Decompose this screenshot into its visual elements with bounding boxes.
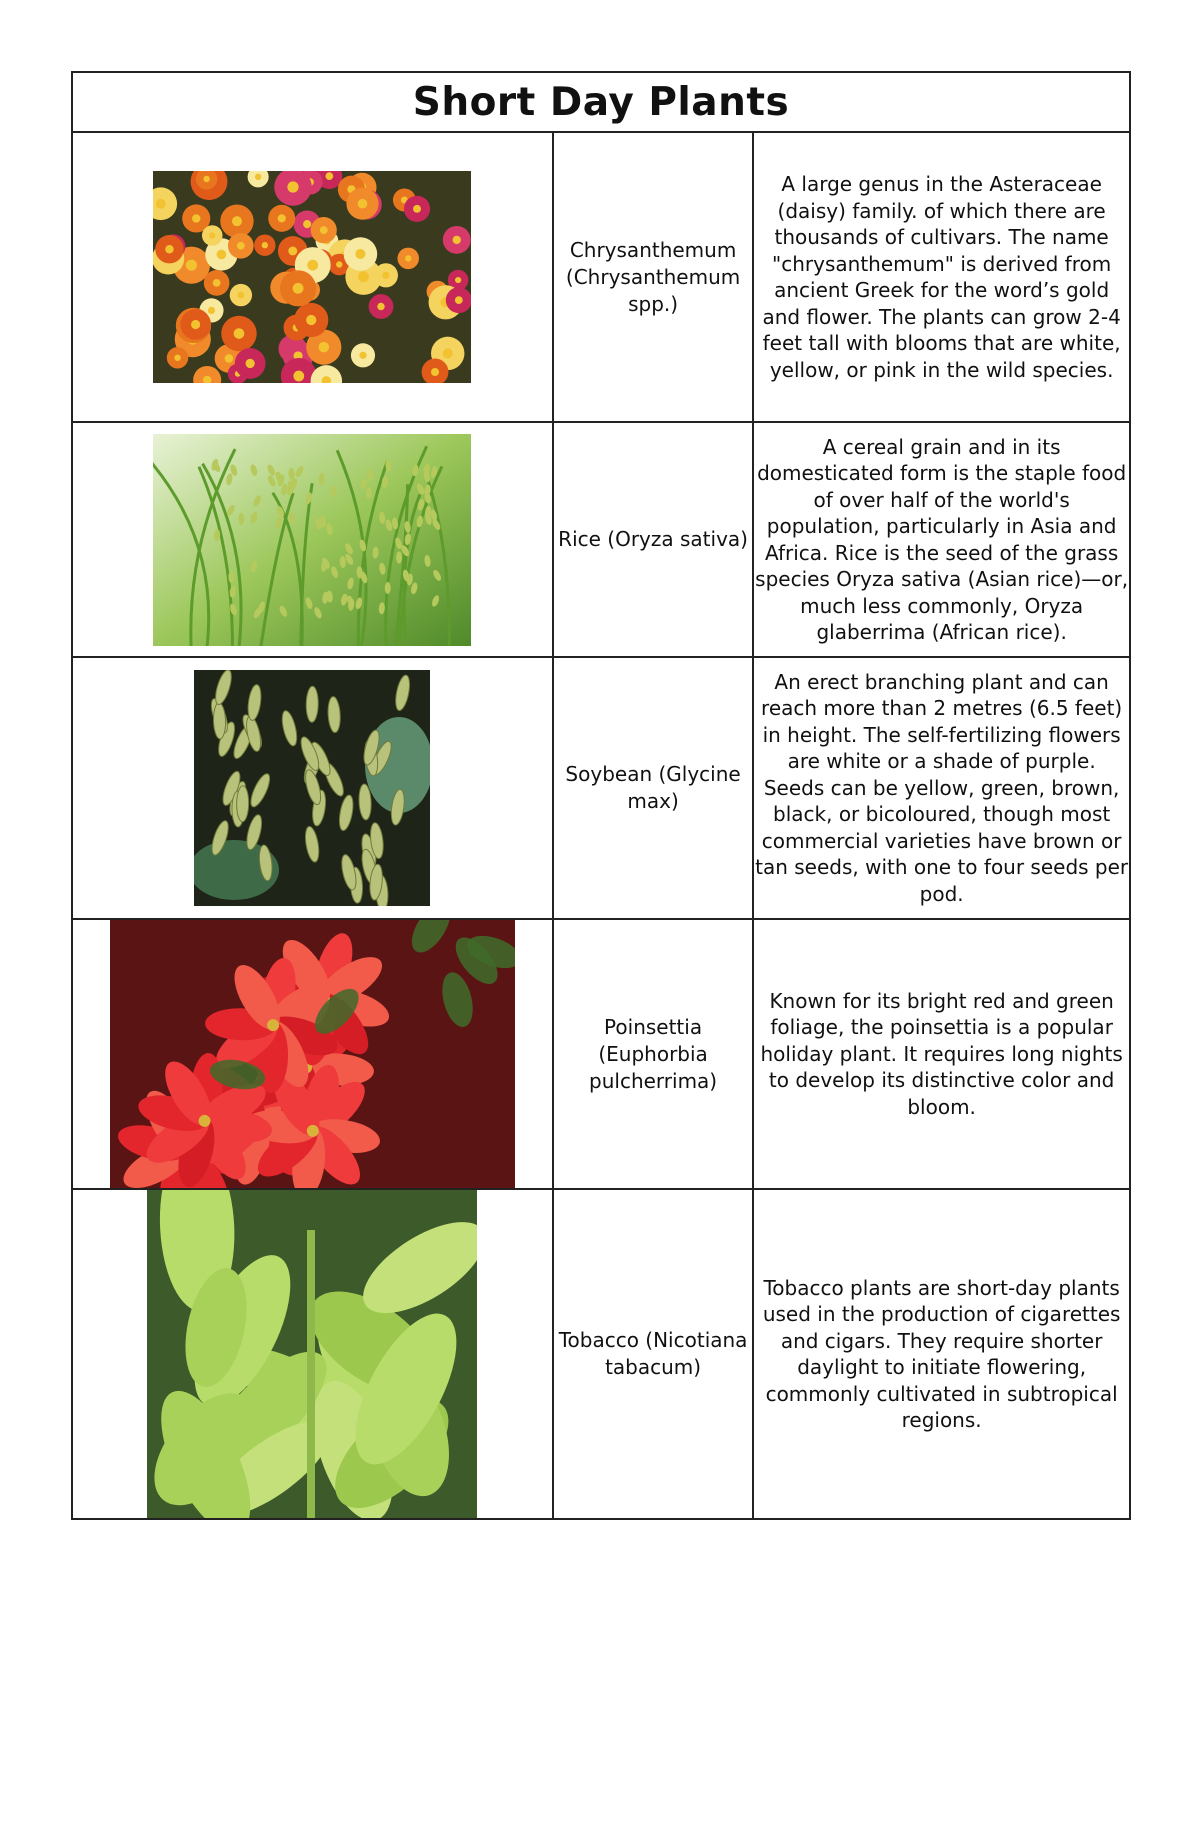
plant-description: Tobacco plants are short-day plants used in the production of cigarettes and cigars. They require shorter daylight to initiate flowering, commonly cultivated in subtropical regions. — [753, 1189, 1130, 1519]
rice-image — [153, 434, 471, 646]
table-row — [72, 657, 1130, 919]
chrysanthemum-image — [153, 171, 471, 383]
table-row — [72, 1189, 1130, 1519]
table-row — [72, 422, 1130, 657]
poinsettia-image — [110, 920, 515, 1188]
plant-name: Chrysanthemum (Chrysanthemum spp.) — [553, 132, 753, 422]
plant-image-cell — [72, 919, 553, 1189]
plant-image-cell — [72, 422, 553, 657]
plant-description: An erect branching plant and can reach more than 2 metres (6.5 feet) in height. The self-fertilizing flowers are white or a shade of purple. Seeds can be yellow, green, brown, black, or bicoloured, though most commercial varieties have brown or tan seeds, with one to four seeds per pod. — [753, 657, 1130, 919]
table-row — [72, 132, 1130, 422]
plant-name: Poinsettia (Euphorbia pulcherrima) — [553, 919, 753, 1189]
plant-name: Tobacco (Nicotiana tabacum) — [553, 1189, 753, 1519]
soybean-image — [194, 670, 430, 906]
table-title: Short Day Plants — [72, 72, 1130, 132]
table-row — [72, 919, 1130, 1189]
short-day-plants-table — [71, 71, 1131, 1520]
plant-name: Soybean (Glycine max) — [553, 657, 753, 919]
plant-image-cell — [72, 132, 553, 422]
tobacco-image — [147, 1190, 477, 1518]
plant-description: A large genus in the Asteraceae (daisy) family. of which there are thousands of cultivars. The name "chrysanthemum" is derived from ancient Greek for the word’s gold and flower. The plants can grow 2-4 feet tall with blooms that are white, yellow, or pink in the wild species. — [753, 132, 1130, 422]
plant-image-cell — [72, 1189, 553, 1519]
plant-description: A cereal grain and in its domesticated form is the staple food of over half of the world's population, particularly in Asia and Africa. Rice is the seed of the grass species Oryza sativa (Asian rice)—or, much less commonly, Oryza glaberrima (African rice). — [753, 422, 1130, 657]
plant-image-cell — [72, 657, 553, 919]
plant-description: Known for its bright red and green foliage, the poinsettia is a popular holiday plant. It requires long nights to develop its distinctive color and bloom. — [753, 919, 1130, 1189]
plant-name: Rice (Oryza sativa) — [553, 422, 753, 657]
